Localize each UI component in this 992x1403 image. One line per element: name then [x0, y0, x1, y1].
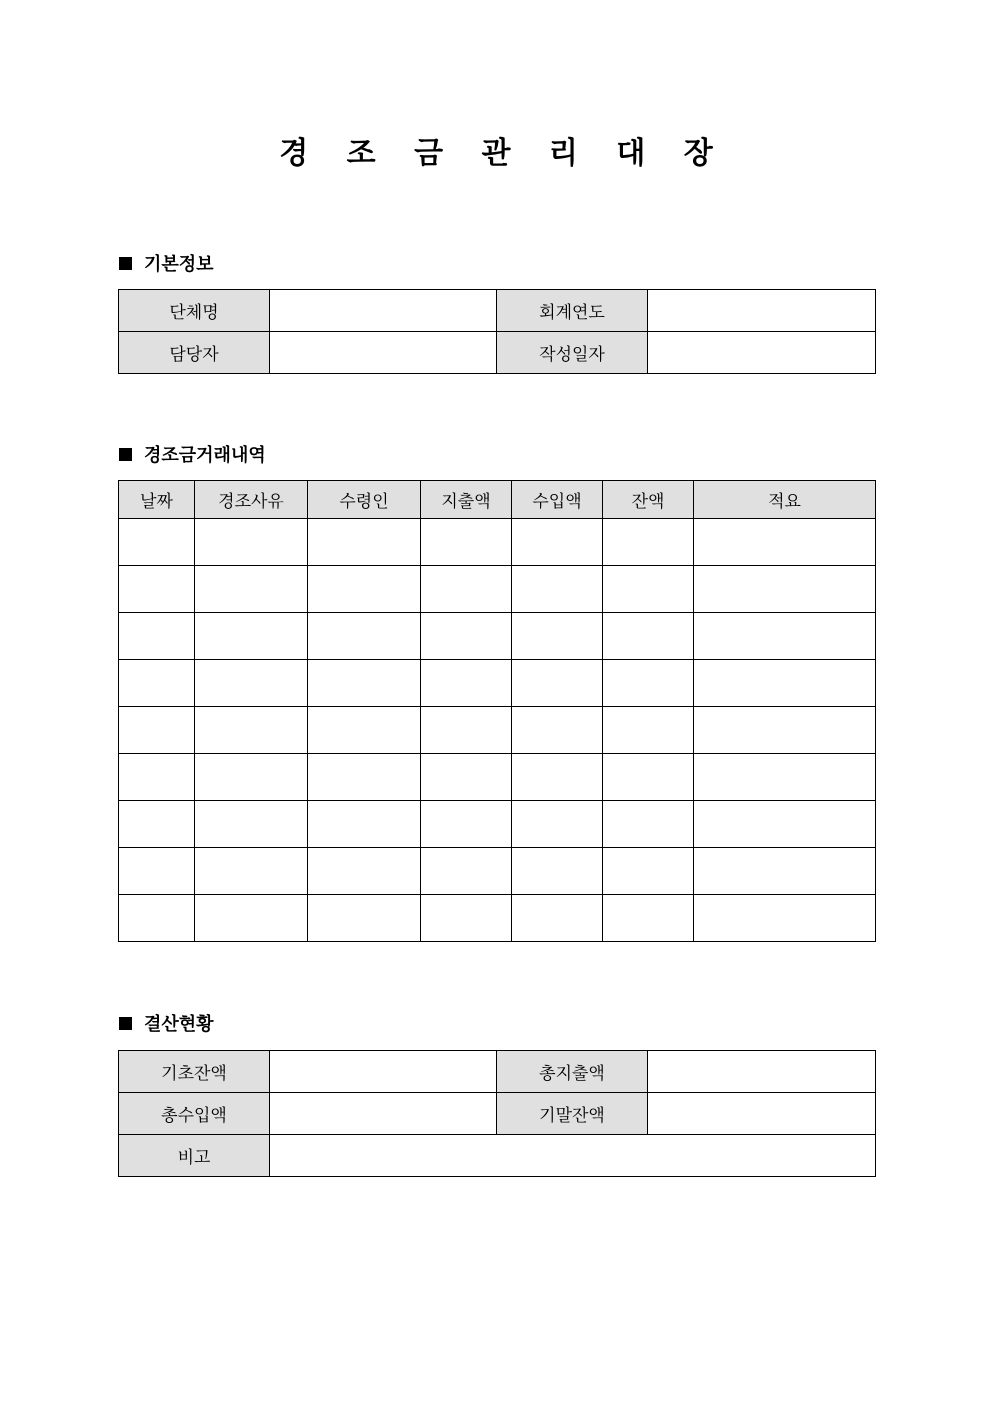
settlement-heading: [119, 1013, 214, 1037]
ledger-cell-memo[interactable]: [694, 754, 876, 801]
ledger-cell-memo[interactable]: [694, 707, 876, 754]
ledger-cell-balance[interactable]: [603, 754, 694, 801]
ledger-cell-income[interactable]: [512, 519, 603, 566]
ledger-cell-memo[interactable]: [694, 613, 876, 660]
table-row: [119, 660, 876, 707]
table-row: [119, 290, 876, 332]
column-header-expense: 지출액: [421, 481, 512, 519]
square-bullet-icon: [119, 448, 132, 461]
ledger-cell-recipient[interactable]: [308, 895, 421, 942]
ledger-heading: [119, 444, 266, 468]
ledger-cell-memo[interactable]: [694, 566, 876, 613]
ledger-cell-balance[interactable]: [603, 660, 694, 707]
ledger-cell-memo[interactable]: [694, 895, 876, 942]
table-row: [119, 1135, 876, 1177]
total-income-label: 총수입액: [119, 1093, 270, 1135]
table-row: [119, 754, 876, 801]
fiscal-year-field[interactable]: [648, 290, 876, 332]
ledger-cell-occasion[interactable]: [195, 848, 308, 895]
ledger-cell-date[interactable]: [119, 613, 195, 660]
total-income-field[interactable]: [270, 1093, 497, 1135]
ledger-cell-expense[interactable]: [421, 754, 512, 801]
ledger-cell-occasion[interactable]: [195, 754, 308, 801]
ledger-cell-date[interactable]: [119, 519, 195, 566]
table-row: [119, 801, 876, 848]
opening-balance-label: 기초잔액: [119, 1051, 270, 1093]
ledger-cell-income[interactable]: [512, 613, 603, 660]
ledger-cell-recipient[interactable]: [308, 707, 421, 754]
organization-name-label: 단체명: [119, 290, 270, 332]
ledger-cell-occasion[interactable]: [195, 660, 308, 707]
ledger-header-row: [119, 481, 876, 519]
settlement-table: [118, 1050, 876, 1177]
ledger-cell-recipient[interactable]: [308, 801, 421, 848]
ledger-cell-recipient[interactable]: [308, 566, 421, 613]
table-row: [119, 519, 876, 566]
ledger-cell-occasion[interactable]: [195, 613, 308, 660]
ledger-cell-income[interactable]: [512, 707, 603, 754]
fiscal-year-label: 회계연도: [497, 290, 648, 332]
ledger-cell-date[interactable]: [119, 801, 195, 848]
ledger-heading-text: 경조금거래내역: [144, 445, 266, 466]
ledger-cell-income[interactable]: [512, 660, 603, 707]
ledger-cell-date[interactable]: [119, 754, 195, 801]
ledger-cell-balance[interactable]: [603, 519, 694, 566]
ledger-cell-recipient[interactable]: [308, 613, 421, 660]
ledger-cell-balance[interactable]: [603, 848, 694, 895]
written-date-label: 작성일자: [497, 332, 648, 374]
ledger-cell-expense[interactable]: [421, 613, 512, 660]
ledger-cell-date[interactable]: [119, 895, 195, 942]
ledger-cell-income[interactable]: [512, 895, 603, 942]
ledger-cell-occasion[interactable]: [195, 895, 308, 942]
ledger-cell-memo[interactable]: [694, 660, 876, 707]
ledger-cell-date[interactable]: [119, 848, 195, 895]
ledger-cell-balance[interactable]: [603, 895, 694, 942]
ledger-cell-recipient[interactable]: [308, 848, 421, 895]
ledger-cell-occasion[interactable]: [195, 707, 308, 754]
ledger-cell-occasion[interactable]: [195, 519, 308, 566]
ledger-cell-expense[interactable]: [421, 519, 512, 566]
ledger-cell-date[interactable]: [119, 566, 195, 613]
ledger-cell-memo[interactable]: [694, 801, 876, 848]
basic-info-table: [118, 289, 876, 374]
table-row: [119, 848, 876, 895]
ledger-cell-memo[interactable]: [694, 519, 876, 566]
ledger-cell-recipient[interactable]: [308, 660, 421, 707]
table-row: [119, 332, 876, 374]
ledger-cell-expense[interactable]: [421, 707, 512, 754]
table-row: [119, 1093, 876, 1135]
organization-name-field[interactable]: [270, 290, 497, 332]
total-expense-label: 총지출액: [497, 1051, 648, 1093]
basic-info-heading: [119, 253, 214, 277]
ledger-cell-date[interactable]: [119, 660, 195, 707]
ledger-cell-expense[interactable]: [421, 801, 512, 848]
column-header-occasion: 경조사유: [195, 481, 308, 519]
ledger-cell-expense[interactable]: [421, 848, 512, 895]
ledger-cell-date[interactable]: [119, 707, 195, 754]
manager-label: 담당자: [119, 332, 270, 374]
manager-field[interactable]: [270, 332, 497, 374]
table-row: [119, 707, 876, 754]
ledger-cell-income[interactable]: [512, 566, 603, 613]
written-date-field[interactable]: [648, 332, 876, 374]
column-header-memo: 적요: [694, 481, 876, 519]
ledger-cell-income[interactable]: [512, 848, 603, 895]
ledger-cell-balance[interactable]: [603, 566, 694, 613]
ledger-cell-occasion[interactable]: [195, 566, 308, 613]
table-row: [119, 566, 876, 613]
remarks-label: 비고: [119, 1135, 270, 1177]
ledger-cell-income[interactable]: [512, 754, 603, 801]
ledger-cell-memo[interactable]: [694, 848, 876, 895]
ledger-table: [118, 480, 876, 942]
table-row: [119, 895, 876, 942]
ledger-body: [119, 519, 876, 942]
remarks-field[interactable]: [270, 1135, 876, 1177]
ledger-cell-income[interactable]: [512, 801, 603, 848]
ledger-cell-expense[interactable]: [421, 566, 512, 613]
ledger-cell-expense[interactable]: [421, 895, 512, 942]
ledger-cell-balance[interactable]: [603, 707, 694, 754]
ledger-cell-balance[interactable]: [603, 801, 694, 848]
column-header-income: 수입액: [512, 481, 603, 519]
table-row: [119, 613, 876, 660]
total-expense-field[interactable]: [648, 1051, 876, 1093]
column-header-recipient: 수령인: [308, 481, 421, 519]
table-row: [119, 1051, 876, 1093]
column-header-date: 날짜: [119, 481, 195, 519]
ledger-cell-occasion[interactable]: [195, 801, 308, 848]
ledger-cell-balance[interactable]: [603, 613, 694, 660]
page-title: 경 조 금 관 리 대 장: [279, 136, 727, 171]
closing-balance-label: 기말잔액: [497, 1093, 648, 1135]
square-bullet-icon: [119, 257, 132, 270]
ledger-cell-recipient[interactable]: [308, 754, 421, 801]
ledger-cell-recipient[interactable]: [308, 519, 421, 566]
settlement-heading-text: 결산현황: [144, 1014, 214, 1035]
opening-balance-field[interactable]: [270, 1051, 497, 1093]
ledger-cell-expense[interactable]: [421, 660, 512, 707]
square-bullet-icon: [119, 1017, 132, 1030]
basic-info-heading-text: 기본정보: [144, 254, 214, 275]
column-header-balance: 잔액: [603, 481, 694, 519]
closing-balance-field[interactable]: [648, 1093, 876, 1135]
